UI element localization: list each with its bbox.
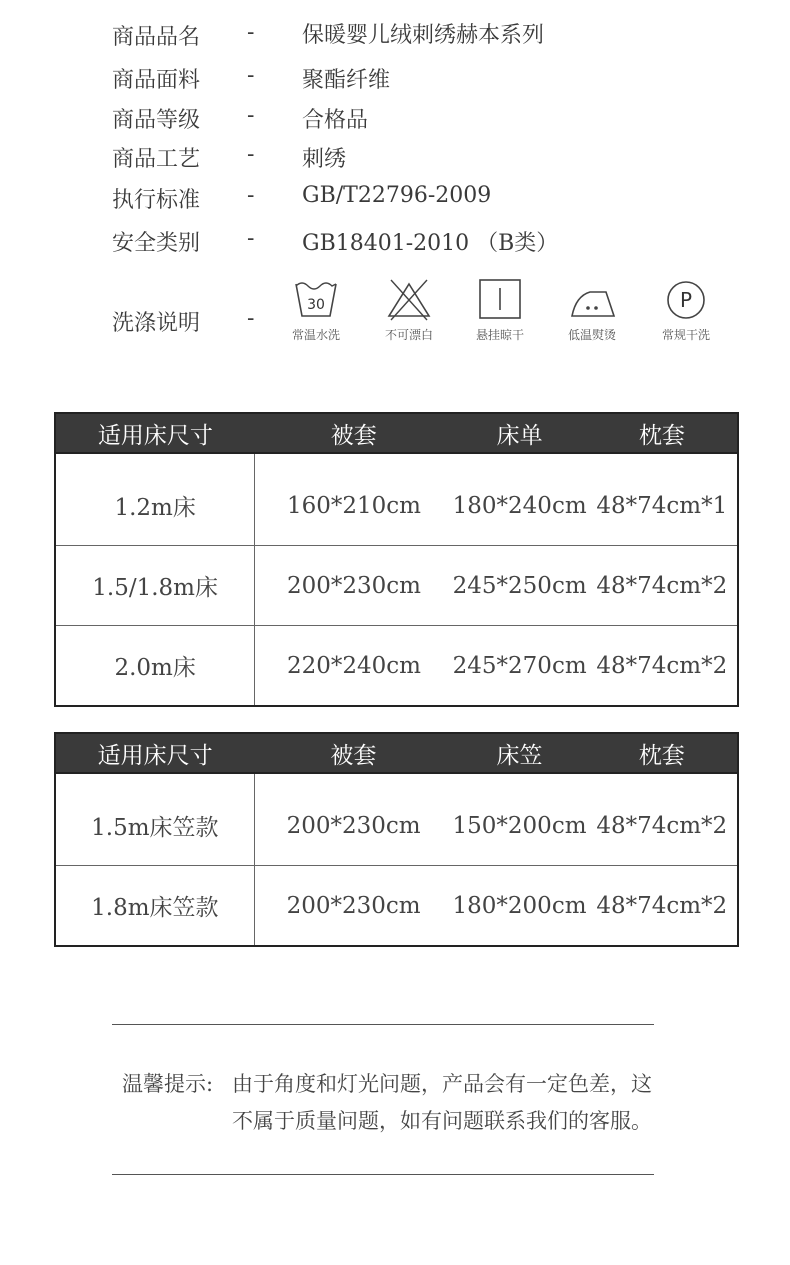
hang-dry-icon [476, 278, 524, 322]
spec-dash: - [247, 20, 255, 45]
notice-text-line1: 由于角度和灯光问题，产品会有一定色差，这 [232, 1072, 652, 1096]
header-fitted-sheet: 床笠 [453, 733, 587, 773]
spec-value: GB18401-2010 （B类） [302, 231, 559, 256]
care-caption: 常规干洗 [661, 328, 710, 342]
care-caption: 低温熨烫 [567, 328, 616, 342]
header-pillowcase: 枕套 [587, 413, 738, 453]
size-table-standard [54, 412, 739, 707]
spec-value: GB/T22796-2009 [302, 183, 492, 208]
spec-row-fabric [112, 63, 712, 99]
divider-bottom [112, 1174, 654, 1175]
cell-bed-size: 1.2m床 [55, 453, 255, 546]
spec-label: 洗涤说明 [112, 311, 201, 336]
no-bleach-icon [385, 278, 433, 322]
spec-row-safety [112, 226, 712, 262]
cell-sheet: 180*240cm [453, 453, 587, 546]
spec-dash: - [247, 306, 255, 331]
care-caption: 悬挂晾干 [475, 328, 524, 342]
spec-dash: - [247, 103, 255, 128]
header-pillowcase: 枕套 [587, 733, 738, 773]
care-no-bleach [371, 278, 447, 343]
dry-clean-letter: P [679, 288, 693, 312]
spec-label: 商品面料 [112, 68, 201, 93]
spec-label: 商品工艺 [112, 147, 201, 172]
spec-label: 执行标准 [112, 188, 201, 213]
cell-pillowcase: 48*74cm*1 [587, 453, 738, 546]
table-row [55, 773, 738, 866]
spec-row-craft [112, 142, 712, 178]
cell-fitted-sheet: 180*200cm [453, 866, 587, 947]
cell-pillowcase: 48*74cm*2 [587, 866, 738, 947]
dry-clean-p-icon [662, 278, 710, 322]
table-header-row [55, 733, 738, 773]
notice-text-line2: 不属于质量问题，如有问题联系我们的客服。 [232, 1109, 652, 1133]
cell-sheet: 245*250cm [453, 546, 587, 626]
wash-30-icon [292, 278, 340, 322]
care-hang-dry [462, 278, 538, 343]
spec-value: 聚酯纤维 [302, 68, 391, 93]
care-caption: 常温水洗 [291, 328, 340, 342]
header-bed-size: 适用床尺寸 [55, 733, 254, 773]
table-row [55, 626, 738, 707]
header-bed-size: 适用床尺寸 [55, 413, 255, 453]
cell-pillowcase: 48*74cm*2 [587, 546, 738, 626]
cell-sheet: 245*270cm [453, 626, 587, 707]
spec-label: 商品品名 [112, 25, 201, 50]
cell-fitted-sheet: 150*200cm [453, 773, 587, 866]
cell-duvet: 160*210cm [255, 453, 453, 546]
spec-value: 刺绣 [302, 147, 347, 172]
header-sheet: 床单 [453, 413, 587, 453]
table-row [55, 866, 738, 947]
table-row [55, 453, 738, 546]
spec-value: 保暖婴儿绒刺绣赫本系列 [302, 23, 545, 48]
notice-label: 温馨提示: [122, 1072, 214, 1096]
cell-duvet: 200*230cm [255, 546, 453, 626]
spec-row-grade [112, 103, 712, 139]
cell-pillowcase: 48*74cm*2 [587, 773, 738, 866]
cell-pillowcase: 48*74cm*2 [587, 626, 738, 707]
wash-temp-label: 30 [307, 297, 325, 313]
cell-bed-size: 1.5m床笠款 [55, 773, 254, 866]
care-caption: 不可漂白 [384, 328, 433, 342]
spec-label: 安全类别 [112, 231, 201, 256]
divider-top [112, 1024, 654, 1025]
low-iron-icon [566, 278, 618, 322]
size-table-fitted [54, 732, 739, 947]
spec-label: 商品等级 [112, 108, 201, 133]
spec-row-name [112, 20, 712, 56]
spec-row-standard [112, 183, 712, 219]
spec-dash: - [247, 183, 255, 208]
header-duvet: 被套 [254, 733, 452, 773]
cell-duvet: 200*230cm [254, 866, 452, 947]
cell-duvet: 220*240cm [255, 626, 453, 707]
cell-duvet: 200*230cm [254, 773, 452, 866]
table-header-row [55, 413, 738, 453]
header-duvet: 被套 [255, 413, 453, 453]
care-wash [278, 278, 354, 343]
cell-bed-size: 1.5/1.8m床 [55, 546, 255, 626]
care-dry-clean [648, 278, 724, 343]
spec-dash: - [247, 63, 255, 88]
spec-dash: - [247, 226, 255, 251]
spec-value: 合格品 [302, 108, 369, 133]
care-low-iron [554, 278, 630, 343]
spec-dash: - [247, 142, 255, 167]
cell-bed-size: 2.0m床 [55, 626, 255, 707]
cell-bed-size: 1.8m床笠款 [55, 866, 254, 947]
table-row [55, 546, 738, 626]
care-icons [278, 278, 738, 348]
